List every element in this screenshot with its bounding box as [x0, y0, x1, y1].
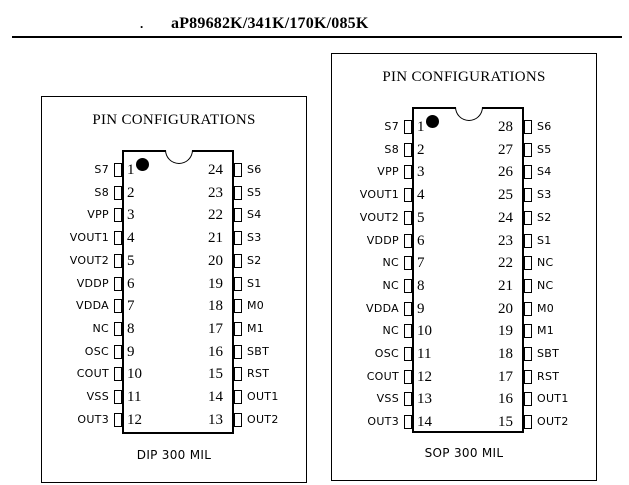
dip-pin-label-right: S3: [247, 231, 262, 245]
sop-pin-label-right: NC: [537, 256, 554, 270]
dip-pin-lead-left: [114, 322, 122, 336]
sop-pin-number-left: 2: [417, 141, 425, 158]
sop-pin-label-right: S6: [537, 120, 552, 133]
dip-package-label: DIP 300 MIL: [136, 448, 212, 462]
part-numbers-title: aP89682K/341K/170K/085K: [171, 15, 369, 32]
sop-pin-lead-left: [404, 279, 412, 293]
dip-pin-lead-left: [114, 277, 122, 291]
dip-pin-label-left: S8: [94, 185, 109, 199]
dip-pin-lead-left: [114, 367, 122, 381]
sop-pin-number-left: 12: [417, 368, 432, 385]
sop-pin-number-left: 8: [417, 277, 425, 294]
sop-pin-lead-left: [404, 347, 412, 361]
sop-pin-label-left: VDDP: [366, 233, 399, 247]
dip-pin-label-right: M1: [247, 321, 265, 335]
dip-pin-number-right: 13: [208, 411, 223, 428]
dip-pin-lead-right: [234, 367, 242, 381]
dip-pin-label-left: VSS: [86, 390, 109, 403]
sop-pin-label-left: NC: [382, 278, 399, 292]
sop-pin-label-right: SBT: [537, 347, 560, 360]
sop-pin-number-right: 27: [498, 141, 513, 158]
sop-pin-number-left: 1: [417, 119, 425, 135]
dip-pin-number-right: 15: [208, 366, 223, 383]
sop-pin-label-left: S8: [384, 142, 399, 156]
sop-pin-lead-right: [524, 324, 532, 338]
dip-pin-number-left: 3: [127, 207, 135, 224]
sop-pin-number-right: 25: [498, 187, 513, 204]
sop-pin-label-left: NC: [382, 324, 399, 338]
dip-pin-label-right: OUT2: [247, 412, 279, 426]
dip-pin-label-right: S1: [247, 276, 262, 290]
dip-pin-lead-left: [114, 254, 122, 268]
dip-chip-notch: [165, 150, 193, 164]
document-header: [0, 14, 629, 34]
sop-pin-label-right: NC: [537, 278, 554, 292]
dip-pin-lead-left: [114, 208, 122, 222]
dip-pin-lead-left: [114, 299, 122, 313]
sop-pin-lead-left: [404, 120, 412, 134]
dip-pin-number-left: 12: [127, 411, 142, 428]
sop-pin-number-right: 26: [498, 164, 513, 181]
sop-pin-number-right: 24: [498, 209, 513, 226]
sop-pin-label-right: M1: [537, 324, 555, 338]
sop-pin-label-left: VOUT2: [359, 210, 399, 224]
dip-pin-label-right: S6: [247, 163, 262, 176]
sop-pin-number-left: 10: [417, 323, 432, 340]
dip-pin-lead-right: [234, 163, 242, 177]
sop-pin-lead-left: [404, 324, 412, 338]
dip-pin-number-right: 19: [208, 275, 223, 292]
sop-pin-lead-right: [524, 188, 532, 202]
header-rule: [12, 36, 622, 38]
sop-pin-label-left: NC: [382, 256, 399, 270]
dip-pin-number-left: 10: [127, 366, 142, 383]
header-marker: .: [140, 16, 144, 31]
sop-pin-label-left: VPP: [377, 165, 399, 179]
sop-pin-lead-right: [524, 211, 532, 225]
sop-pin-lead-right: [524, 370, 532, 384]
sop-pin-number-right: 28: [498, 119, 513, 135]
sop-pin-number-left: 7: [417, 255, 425, 272]
dip-pin-lead-left: [114, 345, 122, 359]
sop-pin-number-right: 17: [498, 368, 513, 385]
sop-pin-number-right: 16: [498, 391, 513, 408]
dip-pin-label-right: M0: [247, 299, 265, 313]
sop-pin-lead-right: [524, 143, 532, 157]
sop-panel: [331, 53, 597, 481]
sop-pin1-dot: [426, 115, 439, 128]
sop-pin-label-right: OUT1: [537, 392, 569, 406]
sop-pin-number-right: 22: [498, 255, 513, 272]
sop-pin-lead-right: [524, 256, 532, 270]
sop-pin-lead-left: [404, 165, 412, 179]
dip-pin-lead-right: [234, 186, 242, 200]
sop-pin-number-left: 5: [417, 209, 425, 226]
sop-pin-label-left: VOUT1: [359, 188, 399, 202]
sop-pin-number-right: 18: [498, 346, 513, 362]
dip-pin-number-left: 9: [127, 343, 135, 360]
sop-pin-lead-left: [404, 234, 412, 248]
dip-pin-lead-right: [234, 299, 242, 313]
sop-pin-label-left: S7: [384, 120, 399, 133]
dip-pin-number-left: 11: [127, 389, 142, 405]
sop-pin-label-left: OUT3: [367, 415, 399, 429]
sop-pin-lead-left: [404, 256, 412, 270]
dip-pin-number-left: 8: [127, 320, 135, 337]
sop-pin-number-right: 23: [498, 232, 513, 249]
dip-pin-label-right: S5: [247, 185, 262, 199]
dip-pin-number-right: 24: [208, 162, 223, 178]
dip-pin-label-right: RST: [247, 367, 270, 381]
dip-pin1-dot: [136, 158, 149, 171]
dip-pin-label-left: OUT3: [77, 412, 109, 426]
sop-pin-lead-right: [524, 392, 532, 406]
dip-pin-number-right: 18: [208, 298, 223, 315]
sop-pin-lead-left: [404, 143, 412, 157]
dip-pin-lead-left: [114, 231, 122, 245]
sop-pin-lead-right: [524, 347, 532, 361]
sop-pin-lead-right: [524, 234, 532, 248]
sop-pin-label-right: S5: [537, 142, 552, 156]
dip-pin-label-left: VDDP: [76, 276, 109, 290]
dip-pin-lead-right: [234, 231, 242, 245]
sop-pin-number-left: 13: [417, 391, 432, 408]
dip-pin-number-left: 7: [127, 298, 135, 315]
dip-pin-lead-right: [234, 322, 242, 336]
sop-pin-label-left: OSC: [374, 347, 399, 360]
sop-pin-lead-left: [404, 392, 412, 406]
sop-pin-lead-right: [524, 165, 532, 179]
dip-pin-label-left: VPP: [87, 208, 109, 222]
dip-pin-lead-right: [234, 413, 242, 427]
sop-pin-lead-right: [524, 415, 532, 429]
sop-pin-number-left: 3: [417, 164, 425, 181]
sop-pin-lead-left: [404, 370, 412, 384]
dip-pin-lead-right: [234, 208, 242, 222]
sop-pin-lead-right: [524, 120, 532, 134]
sop-pin-label-right: M0: [537, 301, 555, 315]
dip-pin-label-right: OUT1: [247, 390, 279, 403]
sop-pin-label-left: VSS: [376, 392, 399, 406]
sop-pin-number-left: 11: [417, 346, 432, 362]
dip-pin-lead-right: [234, 345, 242, 359]
dip-pin-label-left: VOUT2: [69, 253, 109, 267]
dip-pin-number-right: 16: [208, 343, 223, 360]
dip-pin-lead-left: [114, 390, 122, 404]
sop-pin-label-right: S3: [537, 188, 552, 202]
sop-package-label: SOP 300 MIL: [424, 446, 504, 460]
sop-pin-label-left: COUT: [366, 369, 399, 383]
sop-pin-lead-left: [404, 302, 412, 316]
dip-pin-label-left: COUT: [76, 367, 109, 381]
sop-pin-label-left: VDDA: [366, 301, 399, 315]
dip-panel-title: PIN CONFIGURATIONS: [92, 112, 256, 128]
sop-pin-label-right: S2: [537, 210, 552, 224]
sop-panel-title: PIN CONFIGURATIONS: [382, 69, 546, 85]
sop-pin-number-left: 6: [417, 232, 425, 249]
sop-pin-number-right: 15: [498, 414, 513, 431]
sop-pin-lead-left: [404, 415, 412, 429]
dip-pin-label-left: OSC: [84, 344, 109, 358]
dip-pin-number-right: 21: [208, 230, 223, 247]
sop-pin-label-right: RST: [537, 369, 560, 383]
dip-pin-number-right: 20: [208, 252, 223, 269]
sop-pin-lead-left: [404, 188, 412, 202]
dip-pin-label-right: SBT: [247, 344, 270, 358]
dip-pin-number-right: 23: [208, 184, 223, 201]
dip-pin-number-left: 4: [127, 230, 135, 247]
dip-pin-label-left: S7: [94, 163, 109, 176]
dip-pin-label-left: VOUT1: [69, 231, 109, 245]
sop-pin-lead-right: [524, 279, 532, 293]
dip-pin-lead-right: [234, 390, 242, 404]
sop-pin-label-right: S1: [537, 233, 552, 247]
sop-pin-number-right: 19: [498, 323, 513, 340]
dip-pin-number-right: 14: [208, 389, 223, 405]
dip-panel: [41, 96, 307, 483]
sop-chip-notch: [455, 107, 483, 121]
dip-pin-lead-left: [114, 163, 122, 177]
sop-pin-number-left: 9: [417, 300, 425, 317]
sop-pin-label-right: S4: [537, 165, 552, 179]
sop-pin-number-left: 4: [417, 187, 425, 204]
dip-pin-label-left: VDDA: [76, 299, 109, 313]
dip-pin-number-right: 22: [208, 207, 223, 224]
dip-pin-label-left: NC: [92, 321, 109, 335]
dip-pin-label-right: S2: [247, 253, 262, 267]
dip-pin-lead-right: [234, 254, 242, 268]
dip-pin-lead-left: [114, 413, 122, 427]
sop-pin-number-right: 21: [498, 277, 513, 294]
sop-pin-lead-right: [524, 302, 532, 316]
sop-pin-number-left: 14: [417, 414, 432, 431]
dip-pin-number-left: 1: [127, 162, 135, 178]
dip-pin-number-left: 6: [127, 275, 135, 292]
dip-pin-label-right: S4: [247, 208, 262, 222]
sop-pin-label-right: OUT2: [537, 415, 569, 429]
dip-pin-lead-right: [234, 277, 242, 291]
dip-pin-number-left: 2: [127, 184, 135, 201]
dip-pin-number-right: 17: [208, 320, 223, 337]
dip-pin-number-left: 5: [127, 252, 135, 269]
dip-pin-lead-left: [114, 186, 122, 200]
sop-pin-number-right: 20: [498, 300, 513, 317]
sop-pin-lead-left: [404, 211, 412, 225]
